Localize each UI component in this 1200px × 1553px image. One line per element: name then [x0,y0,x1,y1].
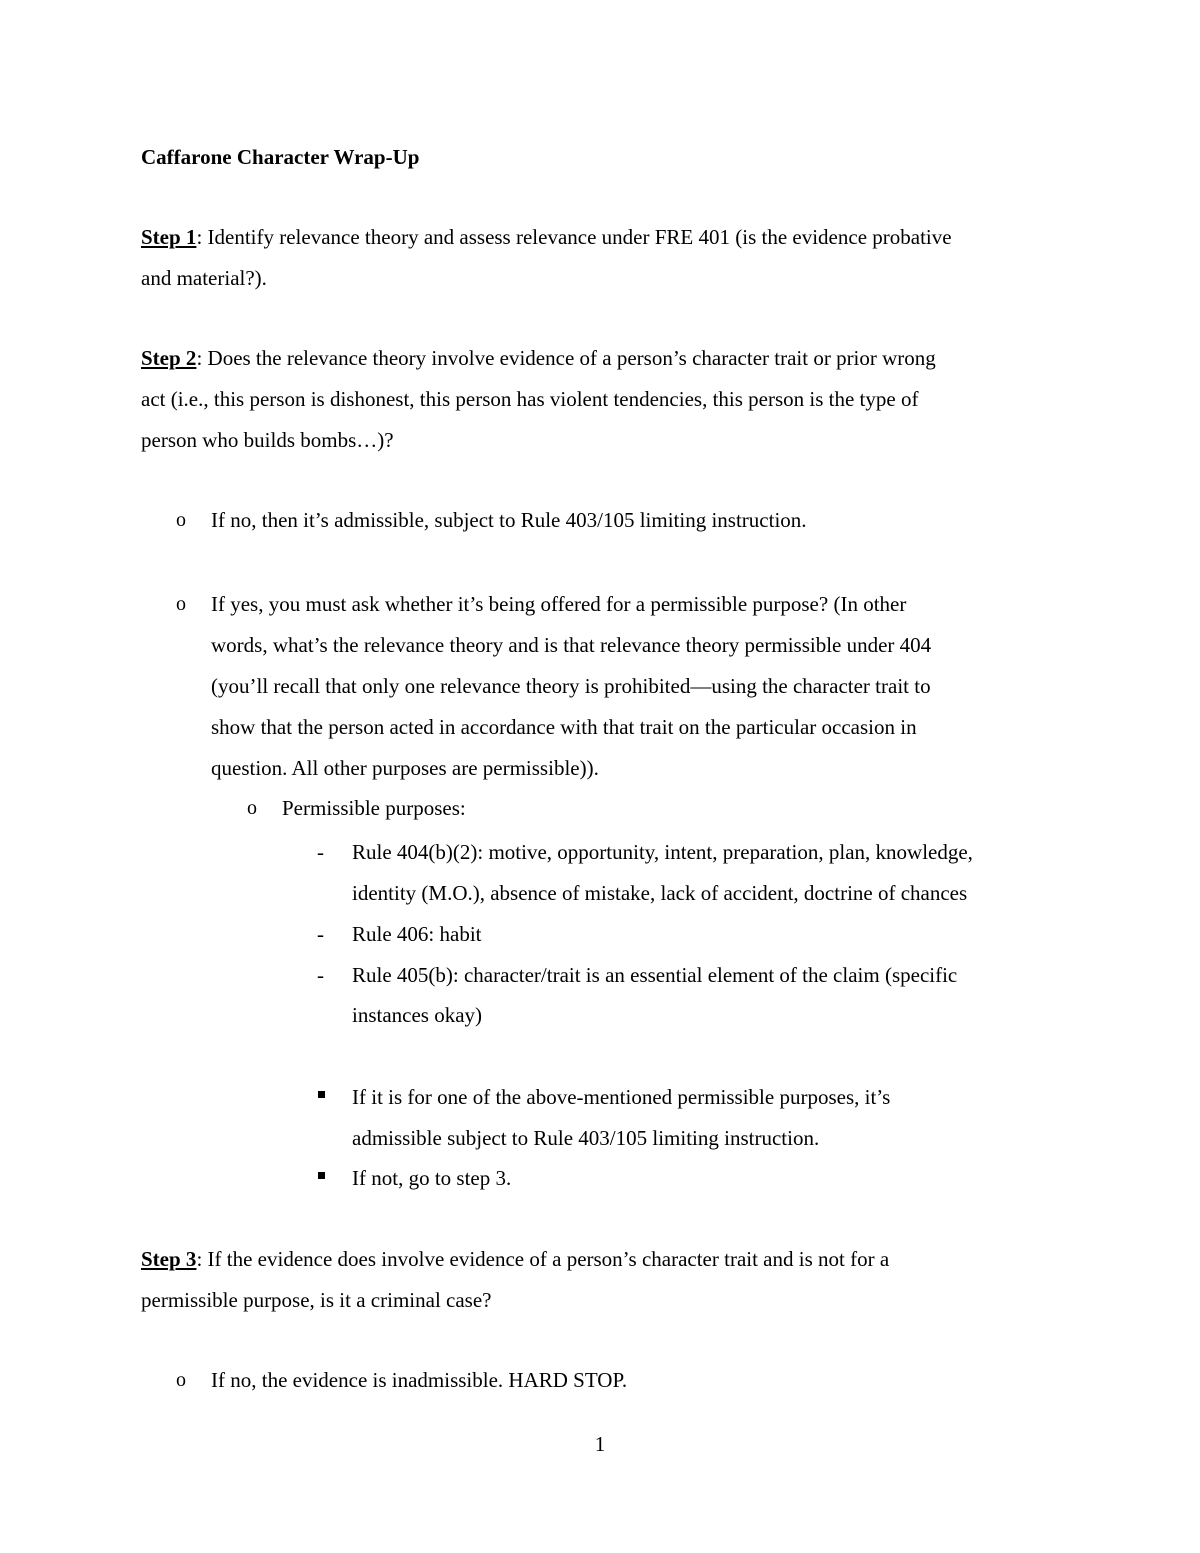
permissible-item: Rule 406: habit [352,922,482,946]
document-title: Caffarone Character Wrap-Up [141,145,420,169]
step1-line2: and material?). [141,266,267,290]
bullet-o-icon: o [247,797,257,819]
bullet-o-icon: o [176,509,186,531]
step1-line1 [141,217,952,258]
step3-text: : If the evidence does involve evidence of a person’s character trait and is not for a [196,1247,890,1271]
step3-bullet-no: If no, the evidence is inadmissible. HARD STOP. [211,1368,628,1392]
step2-bullet-yes-line: If yes, you must ask whether it’s being offered for a permissible purpose? (In other [211,592,907,616]
square-item: If not, go to step 3. [352,1166,512,1190]
step2-bullet-yes-line: show that the person acted in accordance with that trait on the particular occasion in [211,715,917,739]
step2-line3: person who builds bombs…)? [141,428,394,452]
step2-bullet-yes-line: words, what’s the relevance theory and is that relevance theory permissible under 404 [211,633,932,657]
step3-label: Step 3 [141,1247,197,1271]
bullet-o-icon: o [176,593,186,615]
permissible-heading: Permissible purposes: [282,796,466,820]
step2-line2: act (i.e., this person is dishonest, this person has violent tendencies, this person is the type of [141,387,919,411]
dash-icon: - [317,963,324,987]
permissible-item: Rule 405(b): character/trait is an essential element of the claim (specific [352,963,958,987]
bullet-o-icon: o [176,1369,186,1391]
step2-bullet-yes-line: question. All other purposes are permissible)). [211,756,599,780]
permissible-item-cont: identity (M.O.), absence of mistake, lack of accident, doctrine of chances [352,881,968,905]
step3-line2: permissible purpose, is it a criminal case? [141,1288,492,1312]
permissible-item: Rule 404(b)(2): motive, opportunity, intent, preparation, plan, knowledge, [352,840,973,864]
step2-bullet-yes-line: (you’ll recall that only one relevance theory is prohibited—using the character trait to [211,674,931,698]
square-bullet-icon [318,1172,325,1179]
step1-label: Step 1 [141,225,197,249]
step2-label: Step 2 [141,346,197,370]
step1-text: : Identify relevance theory and assess relevance under FRE 401 (is the evidence probative [196,225,952,249]
step2-line1 [141,338,936,379]
step3-line1 [141,1239,889,1280]
square-item-cont: admissible subject to Rule 403/105 limiting instruction. [352,1126,820,1150]
dash-icon: - [317,922,324,946]
step2-text: : Does the relevance theory involve evidence of a person’s character trait or prior wrong [196,346,936,370]
square-bullet-icon [318,1091,325,1098]
step2-bullet-no: If no, then it’s admissible, subject to Rule 403/105 limiting instruction. [211,508,807,532]
permissible-item-cont: instances okay) [352,1003,483,1027]
page-number: 1 [594,1432,606,1456]
square-item: If it is for one of the above-mentioned permissible purposes, it’s [352,1085,891,1109]
dash-icon: - [317,840,324,864]
